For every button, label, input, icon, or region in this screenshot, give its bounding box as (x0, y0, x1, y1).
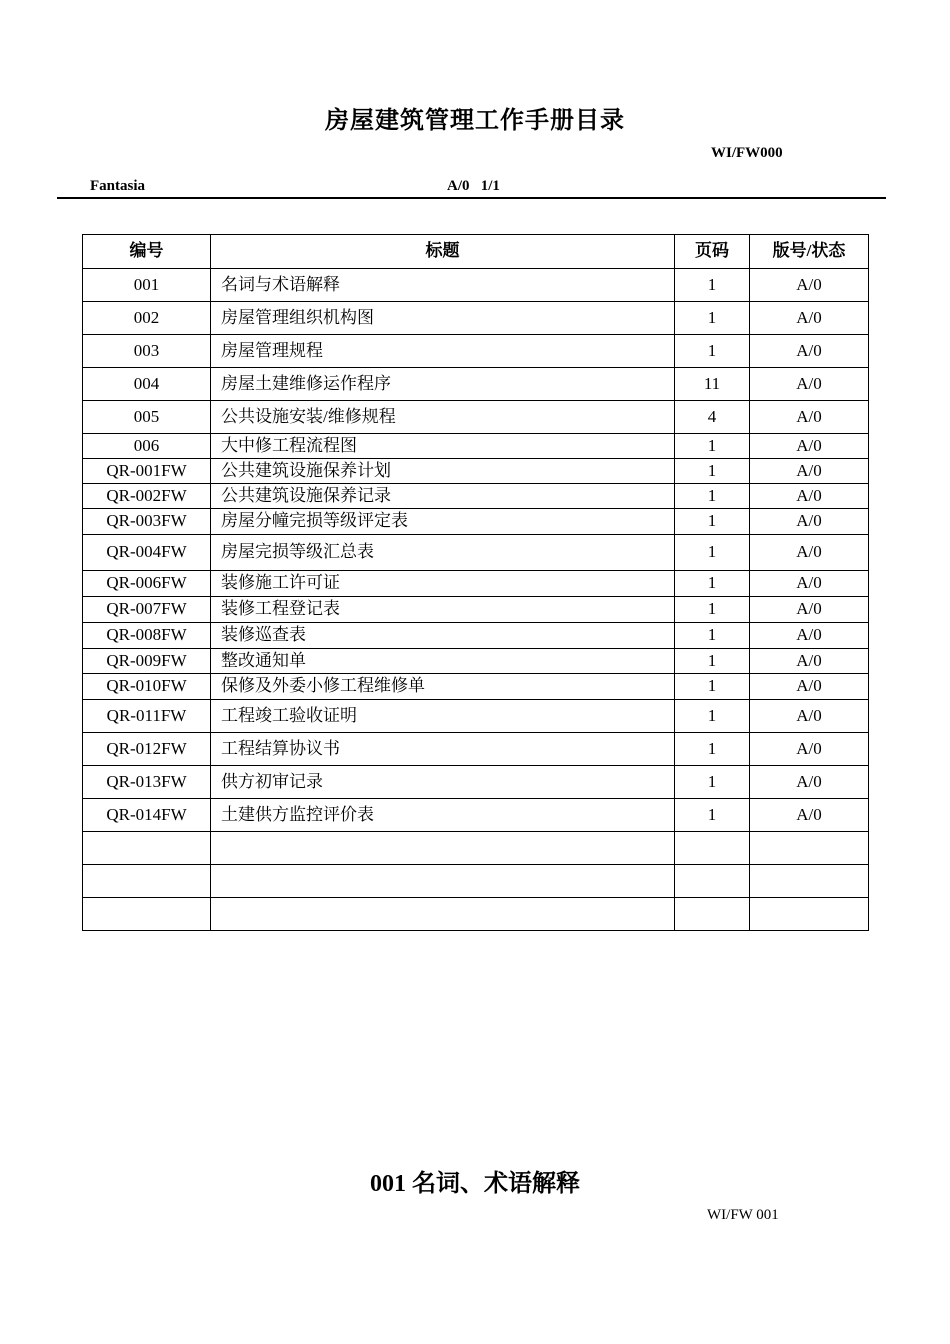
row-title: 保修及外委小修工程维修单 (211, 674, 675, 700)
row-version: A/0 (750, 649, 869, 674)
row-title (211, 898, 675, 931)
table-row (83, 832, 869, 865)
row-title: 工程竣工验收证明 (211, 700, 675, 733)
row-pages: 1 (675, 623, 750, 649)
row-version: A/0 (750, 700, 869, 733)
row-title: 整改通知单 (211, 649, 675, 674)
row-code: 004 (83, 368, 211, 401)
document-title: 房屋建筑管理工作手册目录 (325, 108, 625, 134)
section-code: WI/FW 001 (707, 1207, 779, 1223)
row-version: A/0 (750, 597, 869, 623)
row-version: A/0 (750, 799, 869, 832)
row-code (83, 898, 211, 931)
row-pages: 1 (675, 434, 750, 459)
table-row (83, 368, 869, 401)
version-label: A/0 1/1 (447, 178, 500, 194)
row-code: QR-002FW (83, 484, 211, 509)
row-title: 房屋管理规程 (211, 335, 675, 368)
row-pages: 11 (675, 368, 750, 401)
table-row (83, 302, 869, 335)
header-divider (57, 197, 886, 199)
row-code: QR-004FW (83, 535, 211, 571)
row-title: 供方初审记录 (211, 766, 675, 799)
row-code: QR-010FW (83, 674, 211, 700)
row-code: QR-001FW (83, 459, 211, 484)
company-name: Fantasia (90, 178, 146, 194)
row-title: 房屋分幢完损等级评定表 (211, 509, 675, 535)
row-version: A/0 (750, 459, 869, 484)
row-title: 装修施工许可证 (211, 571, 675, 597)
row-code (83, 832, 211, 865)
row-version: A/0 (750, 509, 869, 535)
row-code: QR-011FW (83, 700, 211, 733)
row-code: QR-012FW (83, 733, 211, 766)
table-row (83, 766, 869, 799)
row-pages: 1 (675, 674, 750, 700)
row-pages: 1 (675, 509, 750, 535)
row-version: A/0 (750, 766, 869, 799)
table-row (83, 700, 869, 733)
row-version: A/0 (750, 733, 869, 766)
table-row (83, 571, 869, 597)
table-row (83, 401, 869, 434)
row-version: A/0 (750, 571, 869, 597)
row-title: 公共建筑设施保养计划 (211, 459, 675, 484)
row-title: 装修工程登记表 (211, 597, 675, 623)
row-pages: 1 (675, 799, 750, 832)
section-title: 001 名词、术语解释 (370, 1171, 580, 1197)
table-row (83, 459, 869, 484)
table-row (83, 535, 869, 571)
row-version: A/0 (750, 368, 869, 401)
row-pages: 1 (675, 649, 750, 674)
document-code: WI/FW000 (711, 145, 783, 161)
row-title: 房屋完损等级汇总表 (211, 535, 675, 571)
column-header-version: 版号/状态 (750, 235, 869, 269)
row-pages (675, 898, 750, 931)
row-title: 名词与术语解释 (211, 269, 675, 302)
row-version: A/0 (750, 484, 869, 509)
row-pages (675, 832, 750, 865)
row-version (750, 898, 869, 931)
row-title: 公共建筑设施保养记录 (211, 484, 675, 509)
row-code: QR-008FW (83, 623, 211, 649)
table-row (83, 733, 869, 766)
row-title: 房屋土建维修运作程序 (211, 368, 675, 401)
table-row (83, 865, 869, 898)
row-code: 003 (83, 335, 211, 368)
row-pages: 4 (675, 401, 750, 434)
row-version: A/0 (750, 535, 869, 571)
column-header-title: 标题 (211, 235, 675, 269)
row-version: A/0 (750, 302, 869, 335)
table-row (83, 674, 869, 700)
row-version: A/0 (750, 623, 869, 649)
row-title: 大中修工程流程图 (211, 434, 675, 459)
row-version (750, 832, 869, 865)
row-version: A/0 (750, 401, 869, 434)
row-code: 005 (83, 401, 211, 434)
contents-table (82, 234, 869, 931)
row-code: QR-006FW (83, 571, 211, 597)
table-row (83, 799, 869, 832)
table-row (83, 898, 869, 931)
row-title: 装修巡查表 (211, 623, 675, 649)
row-pages: 1 (675, 535, 750, 571)
column-header-pages: 页码 (675, 235, 750, 269)
row-code: QR-003FW (83, 509, 211, 535)
row-title (211, 832, 675, 865)
table-row (83, 335, 869, 368)
row-code: QR-007FW (83, 597, 211, 623)
row-code: 006 (83, 434, 211, 459)
row-code: 001 (83, 269, 211, 302)
table-row (83, 597, 869, 623)
row-title: 土建供方监控评价表 (211, 799, 675, 832)
row-code: QR-009FW (83, 649, 211, 674)
row-version: A/0 (750, 269, 869, 302)
row-version (750, 865, 869, 898)
row-code: 002 (83, 302, 211, 335)
row-pages (675, 865, 750, 898)
row-pages: 1 (675, 302, 750, 335)
row-code: QR-013FW (83, 766, 211, 799)
row-version: A/0 (750, 335, 869, 368)
table-row (83, 484, 869, 509)
table-row (83, 509, 869, 535)
row-version: A/0 (750, 434, 869, 459)
table-body (83, 269, 869, 931)
row-version: A/0 (750, 674, 869, 700)
table-row (83, 623, 869, 649)
row-pages: 1 (675, 269, 750, 302)
row-pages: 1 (675, 484, 750, 509)
table-row (83, 269, 869, 302)
table-row (83, 434, 869, 459)
row-code: QR-014FW (83, 799, 211, 832)
table-row (83, 649, 869, 674)
row-pages: 1 (675, 766, 750, 799)
row-title: 公共设施安装/维修规程 (211, 401, 675, 434)
row-title: 房屋管理组织机构图 (211, 302, 675, 335)
row-pages: 1 (675, 571, 750, 597)
row-pages: 1 (675, 700, 750, 733)
row-code (83, 865, 211, 898)
column-header-code: 编号 (83, 235, 211, 269)
row-title: 工程结算协议书 (211, 733, 675, 766)
row-pages: 1 (675, 597, 750, 623)
row-pages: 1 (675, 733, 750, 766)
table-header-row (83, 235, 869, 269)
row-pages: 1 (675, 335, 750, 368)
row-title (211, 865, 675, 898)
row-pages: 1 (675, 459, 750, 484)
